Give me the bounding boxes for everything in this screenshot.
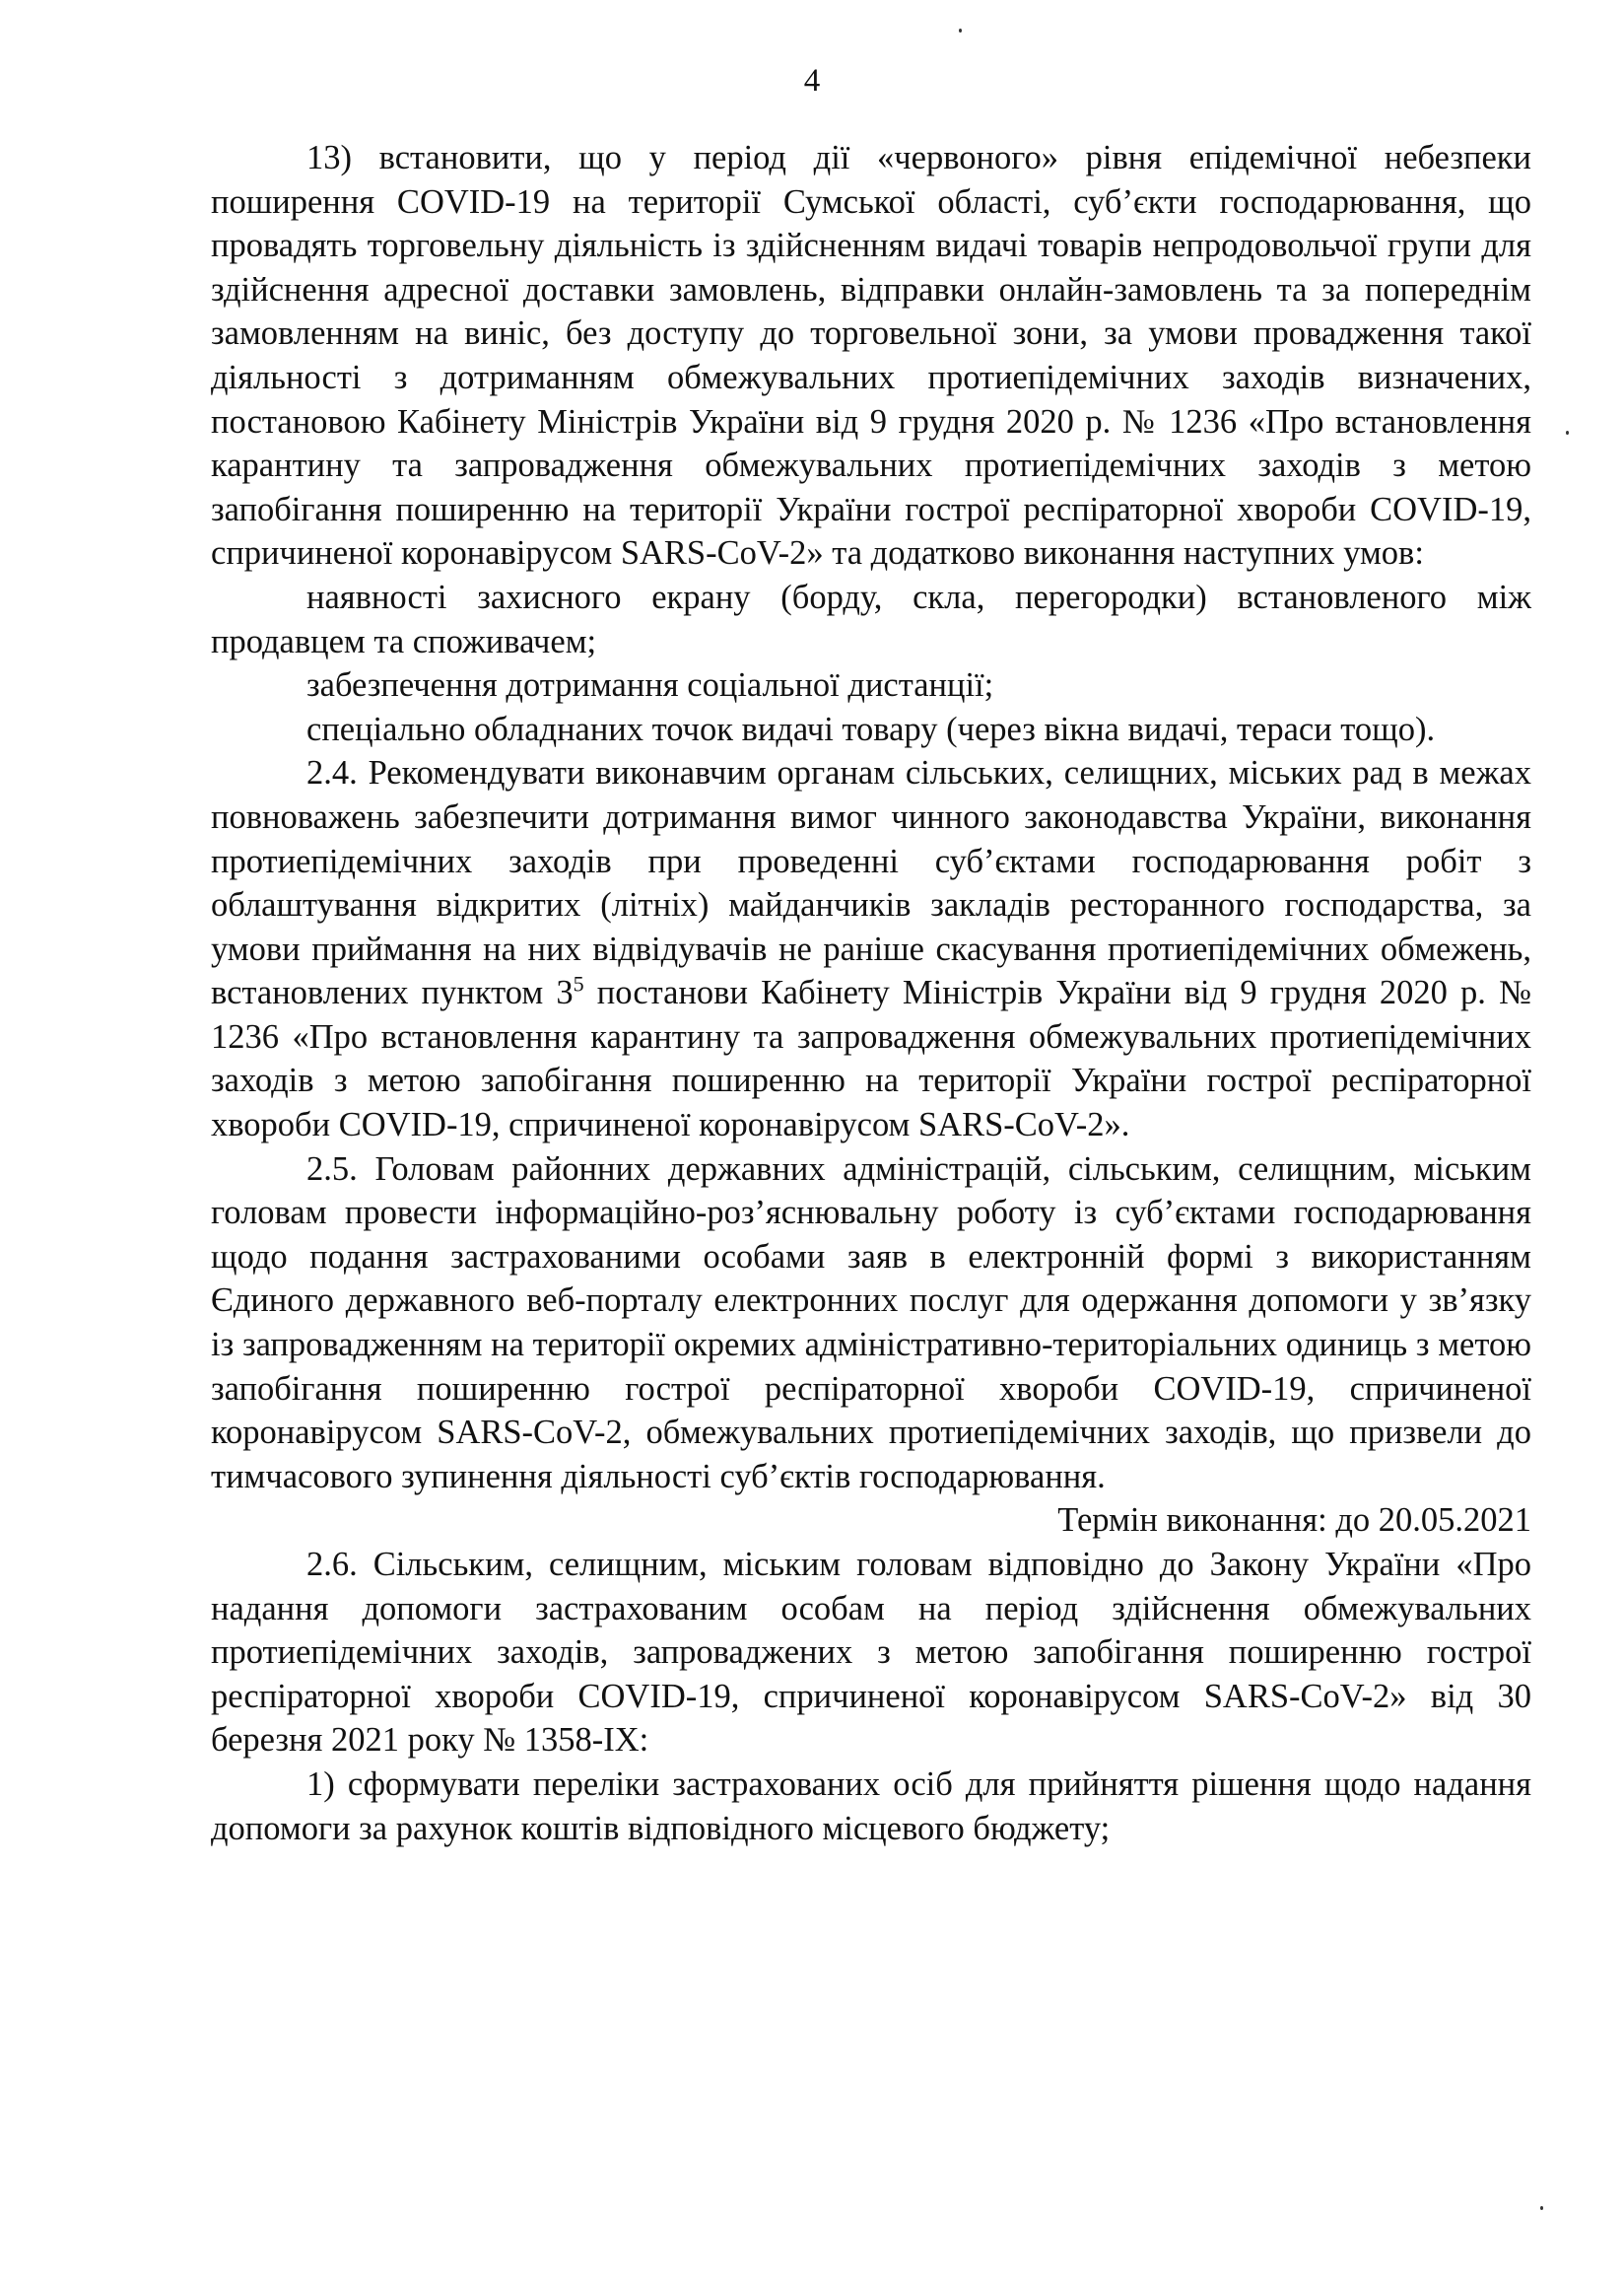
paragraph-2-6-item-1: 1) сформувати переліки застрахованих осіб для прийняття рішення щодо надання допомоги за рахунок коштів відповідного місцевого бюджету; [211,1764,1531,1847]
paragraph-2-4 [211,751,1531,1146]
paragraph-2-4-text-start: 2.4. Рекомендувати виконавчим органам сільських, селищних, міських рад в межах повноважень забезпечити дотримання вимог чинного законодавства України, виконання протиепідемічних заходів при проведенні суб’єктами господарювання робіт з облаштування відкритих (літніх) майданчиків закладів ресторанного господарства, за умови приймання на них відвідувачів не раніше скасування протиепідемічних обмежень, встановлених пунктом 3 [211,754,1531,1012]
scan-speck [1540,2206,1543,2210]
paragraph-2-5: 2.5. Головам районних державних адміністрацій, сільським, селищним, міським головам провести інформаційно-роз’яснювальну роботу із суб’єктами господарювання щодо подання застрахованими особами заяв в електронній формі з використанням Єдиного державного веб-порталу електронних послуг для одержання допомоги у зв’язку із запровадженням на території окремих адміністративно-територіальних одиниць з метою запобігання поширенню гострої респіраторної хвороби COVID-19, спричиненої коронавірусом SARS-CoV-2, обмежувальних протиепідемічних заходів, що призвели до тимчасового зупинення діяльності суб’єктів господарювання. [211,1149,1531,1495]
deadline-line: Термін виконання: до 20.05.2021 [1057,1501,1531,1540]
page-number: 4 [803,63,821,99]
paragraph-protective-screen: наявності захисного екрану (борду, скла, перегородки) встановленого між продавцем та споживачем; [211,578,1531,660]
document-body [211,136,1531,1850]
paragraph-2-4-superscript: 5 [573,971,584,997]
paragraph-item-13: 13) встановити, що у період дії «червоного» рівня епідемічної небезпеки поширення COVID-19 на території Сумської області, суб’єкти господарювання, що провадять торговельну діяльність із здійсненням видачі товарів непродовольчої групи для здійснення адресної доставки замовлень, відправки онлайн-замовлень та за попереднім замовленням на виніс, без доступу до торговельної зони, за умови провадження такої діяльності з дотриманням обмежувальних протиепідемічних заходів визначених, постановою Кабінету Міністрів України від 9 грудня 2020 р. № 1236 «Про встановлення карантину та запровадження обмежувальних протиепідемічних заходів з метою запобігання поширенню на території України гострої респіраторної хвороби COVID-19, спричиненої коронавірусом SARS-CoV-2» та додатково виконання наступних умов: [211,139,1531,573]
scan-speck [959,29,962,33]
paragraph-issue-points: спеціально обладнаних точок видачі товару (через вікна видачі, тераси тощо). [306,710,1436,748]
paragraph-2-4-text-end: постанови Кабінету Міністрів України від 9 грудня 2020 р. № 1236 «Про встановлення карантину та запровадження обмежувальних протиепідемічних заходів з метою запобігання поширенню на території України гострої респіраторної хвороби COVID-19, спричиненої коронавірусом SARS-CoV-2». [211,974,1531,1144]
paragraph-social-distance: забезпечення дотримання соціальної дистанції; [306,666,994,705]
scan-speck [1566,431,1569,435]
paragraph-2-6: 2.6. Сільським, селищним, міським головам відповідно до Закону України «Про надання допомоги застрахованим особам на період здійснення обмежувальних протиепідемічних заходів, запроваджених з метою запобігання поширенню гострої респіраторної хвороби COVID-19, спричиненої коронавірусом SARS-CoV-2» від 30 березня 2021 року № 1358-IX: [211,1546,1531,1760]
